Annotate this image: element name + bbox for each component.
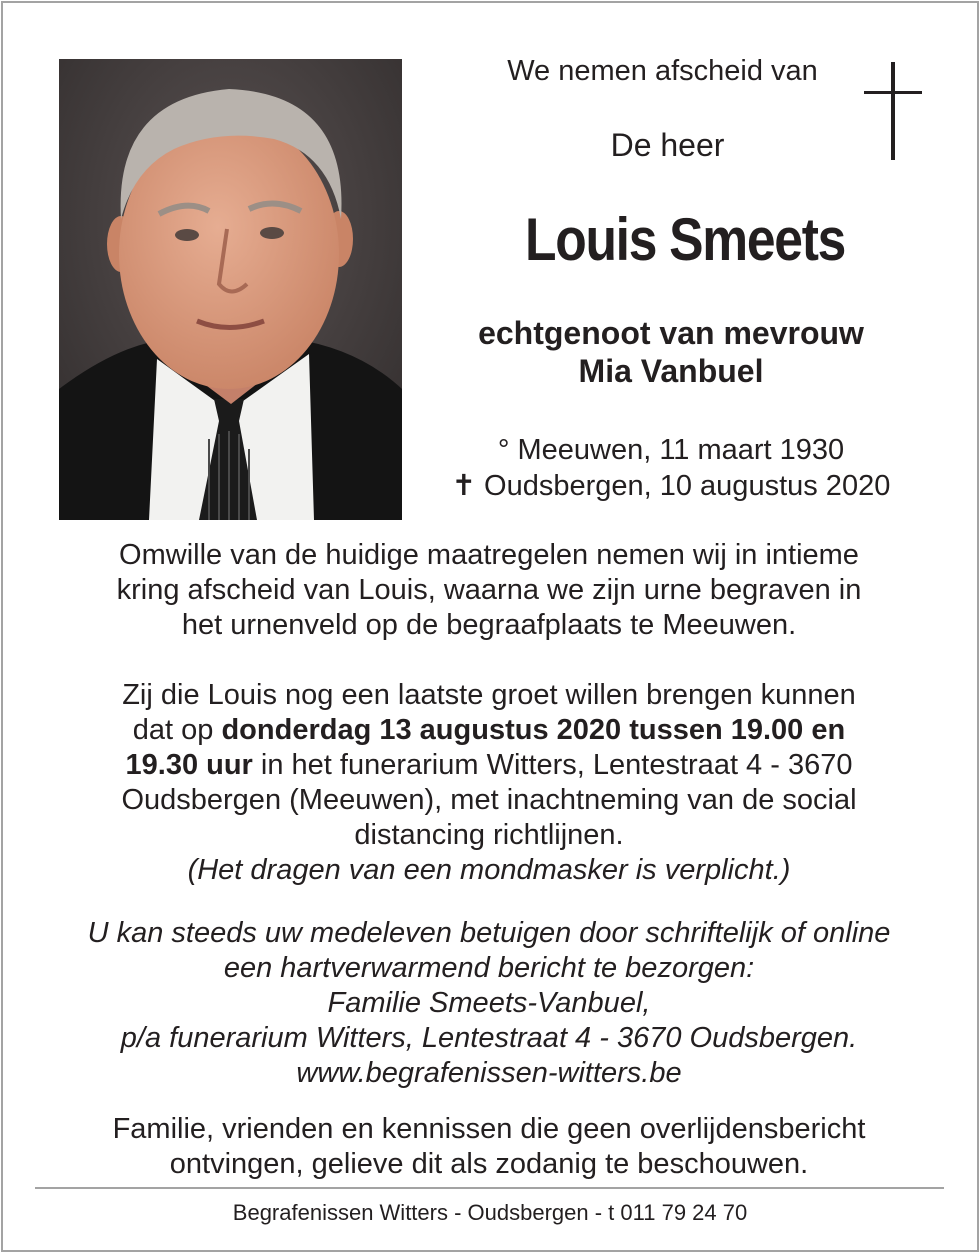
footer-divider [35, 1187, 944, 1189]
text-line: dat op donderdag 13 augustus 2020 tussen 19.00 en [132, 714, 846, 746]
text-line: Familie, vrienden en kennissen die geen overlijdensbericht [112, 1113, 866, 1145]
website-link[interactable]: www.begrafenissen-witters.be [296, 1057, 682, 1089]
visitation-end-time: 19.30 uur [125, 749, 253, 781]
paragraph-visitation [30, 678, 948, 888]
visitation-datetime: donderdag 13 augustus 2020 tussen 19.00 en [221, 714, 846, 746]
intro-line: We nemen afscheid van [507, 55, 818, 87]
death-line: ✝ Oudsbergen, 10 augustus 2020 [451, 470, 891, 502]
mask-note: (Het dragen van een mondmasker is verplicht.) [187, 854, 791, 886]
dates-block [430, 432, 912, 504]
spouse-line-1: echtgenoot van mevrouw [478, 315, 864, 351]
postal-address: p/a funerarium Witters, Lentestraat 4 - 3670 Oudsbergen. [120, 1022, 858, 1054]
family-name: Familie Smeets-Vanbuel, [327, 987, 651, 1019]
text-line: Zij die Louis nog een laatste groet willen brengen kunnen [122, 679, 856, 711]
text-line: Omwille van de huidige maatregelen nemen wij in intieme [119, 539, 859, 571]
text-line: het urnenveld op de begraafplaats te Meeuwen. [181, 609, 797, 641]
deceased-name: Louis Smeets [524, 206, 846, 273]
spouse-block [430, 314, 912, 390]
paragraph-condolences [30, 916, 948, 1091]
honorific: De heer [610, 127, 725, 163]
text-line: 19.30 uur in het funerarium Witters, Lentestraat 4 - 3670 [125, 749, 853, 781]
paragraph-closing [30, 1112, 948, 1182]
text-line: ontvingen, gelieve dit als zodanig te beschouwen. [169, 1148, 809, 1180]
text-line: U kan steeds uw medeleven betuigen door schriftelijk of online [87, 917, 891, 949]
text-line: een hartverwarmend bericht te bezorgen: [223, 952, 755, 984]
footer-funeral-home: Begrafenissen Witters - Oudsbergen - t 011 79 24 70 [232, 1200, 748, 1225]
paragraph-ceremony [30, 538, 948, 643]
birth-line: ° Meeuwen, 11 maart 1930 [497, 434, 845, 466]
text-line: distancing richtlijnen. [354, 819, 624, 851]
text-line: kring afscheid van Louis, waarna we zijn urne begraven in [116, 574, 862, 606]
spouse-line-2: Mia Vanbuel [578, 353, 764, 389]
portrait-photo [59, 59, 402, 520]
text-line: Oudsbergen (Meeuwen), met inachtneming van de social [121, 784, 857, 816]
